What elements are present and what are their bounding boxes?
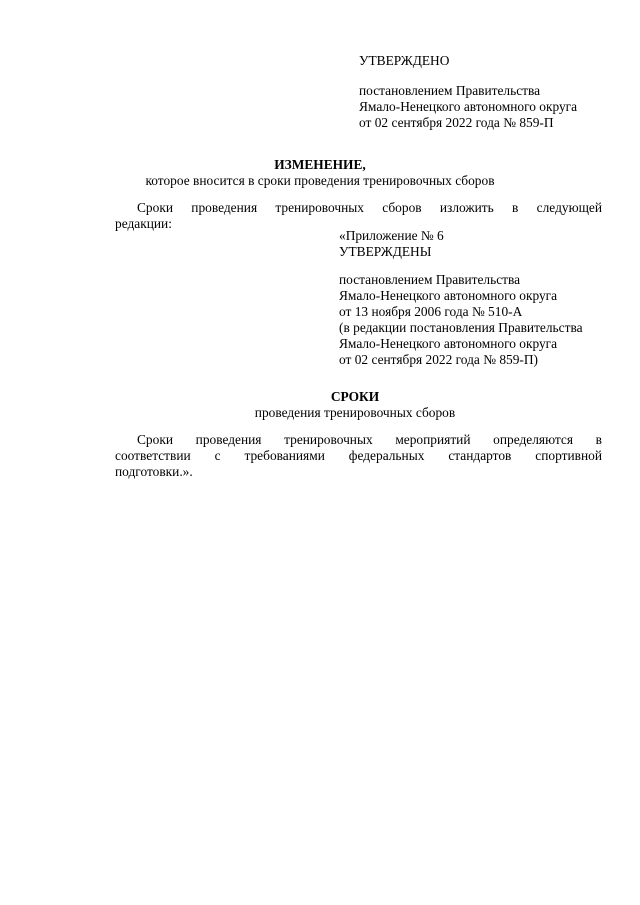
change-heading: ИЗМЕНЕНИЕ, (274, 157, 366, 172)
approval-line-2: Ямало-Ненецкого автономного округа (359, 99, 578, 114)
annex-line-4: (в редакции постановления Правительства (339, 320, 583, 335)
terms-line-2: соответствии с требованиями федеральных стандартов спортивной (115, 448, 602, 463)
annex-line-1: постановлением Правительства (339, 272, 521, 287)
approval-stamp (359, 53, 609, 131)
annex-approval (339, 228, 619, 368)
annex-number: «Приложение № 6 (339, 228, 444, 243)
annex-line-6: от 02 сентября 2022 года № 859-П) (339, 352, 539, 367)
annex-line-5: Ямало-Ненецкого автономного округа (339, 336, 558, 351)
terms-subheading: проведения тренировочных сборов (254, 405, 456, 420)
terms-line-3: подготовки.». (115, 464, 193, 479)
intro-line-1: Сроки проведения тренировочных сборов изложить в следующей (137, 200, 602, 215)
annex-line-2: Ямало-Ненецкого автономного округа (339, 288, 558, 303)
terms-title (115, 389, 595, 421)
approval-line-1: постановлением Правительства (359, 83, 541, 98)
terms-heading: СРОКИ (330, 389, 380, 404)
annex-heading: УТВЕРЖДЕНЫ (339, 244, 432, 259)
change-subheading: которое вносится в сроки проведения тренировочных сборов (145, 173, 495, 188)
intro-line-2: редакции: (115, 216, 172, 231)
terms-paragraph (115, 432, 602, 480)
change-title (115, 157, 525, 189)
approval-heading: УТВЕРЖДЕНО (359, 53, 450, 68)
annex-line-3: от 13 ноября 2006 года № 510-А (339, 304, 523, 319)
approval-line-3: от 02 сентября 2022 года № 859-П (359, 115, 554, 130)
terms-line-1: Сроки проведения тренировочных мероприятий определяются в (137, 432, 602, 447)
